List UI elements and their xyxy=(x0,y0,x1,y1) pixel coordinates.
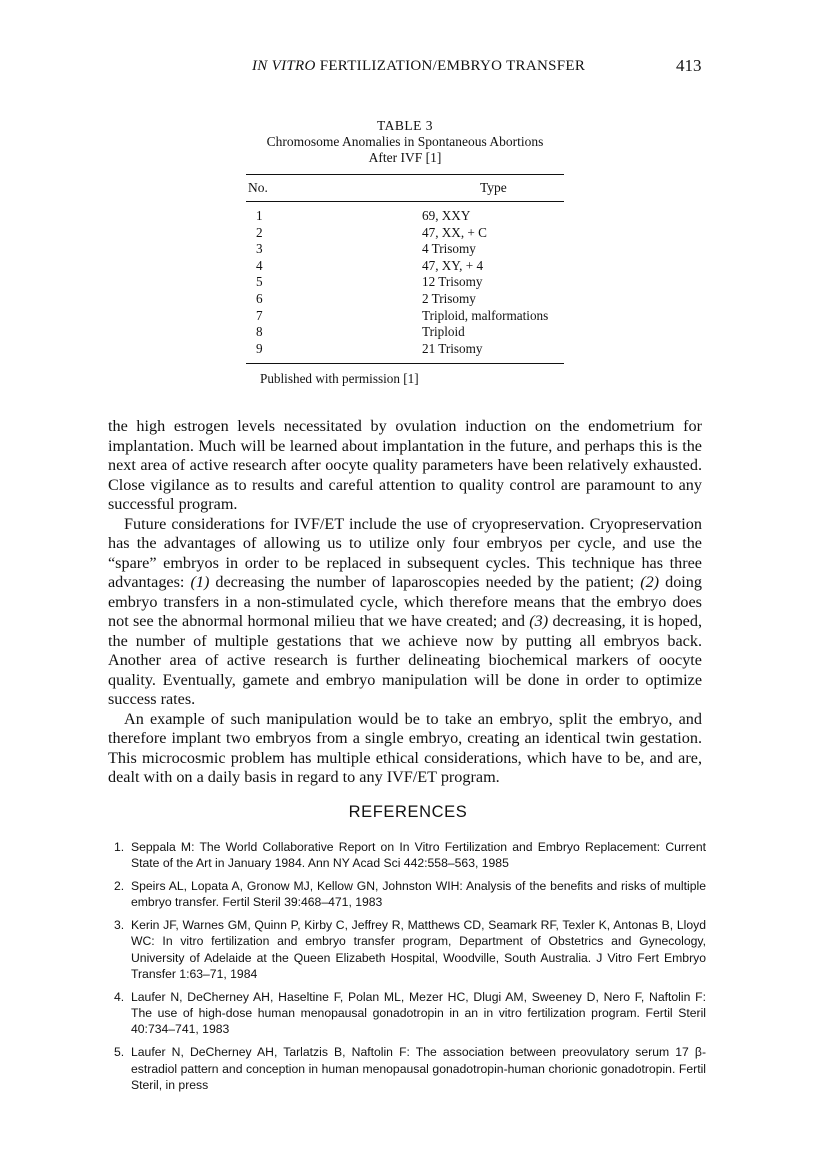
table-caption-line2: After IVF [1] xyxy=(368,150,442,165)
row-no: 6 xyxy=(256,290,263,306)
table-label: TABLE 3 xyxy=(376,118,434,133)
table-row xyxy=(246,274,564,291)
row-type: 47, XY, + 4 xyxy=(422,257,484,273)
table-row xyxy=(246,208,564,225)
table-row xyxy=(246,341,564,358)
row-no: 7 xyxy=(256,307,263,323)
reference-list xyxy=(114,839,706,1100)
row-no: 2 xyxy=(256,224,263,240)
paragraph-1: the high estrogen levels necessitated by ovulation induction on the endometrium for implantation. Much will be learned about implantation in the future, and perhaps this is the next area of active research after oocyte quality parameters have been relatively exhausted. Close vigilance as to results and careful attention to quality control are paramount to any successful program. xyxy=(108,417,702,513)
row-type: 2 Trisomy xyxy=(422,290,476,306)
row-type: 4 Trisomy xyxy=(422,241,476,257)
page-number: 413 xyxy=(676,56,702,75)
reference-number: 2. xyxy=(114,879,125,894)
table-row xyxy=(246,241,564,258)
references-heading: REFERENCES xyxy=(348,803,468,821)
column-header-type: Type xyxy=(480,180,507,195)
reference-number: 1. xyxy=(114,840,125,854)
reference-item xyxy=(114,917,706,982)
table-row xyxy=(246,291,564,308)
table-row xyxy=(246,225,564,242)
table-body xyxy=(246,202,564,363)
row-no: 3 xyxy=(256,241,263,257)
table-bottom-rule xyxy=(246,363,564,364)
reference-item xyxy=(114,989,706,1038)
reference-item xyxy=(114,1044,706,1093)
table-row xyxy=(246,324,564,341)
column-header-no: No. xyxy=(248,180,268,195)
reference-text: Kerin JF, Warnes GM, Quinn P, Kirby C, Jeffrey R, Matthews CD, Seamark RF, Texler K, Antonas B, Lloyd WC: In vitro fertilization and embryo transfer program, Department of Obstetrics and Gynecology, University of Adelaide at the Queen Elizabeth Hospital, Woodville, South Australia. J Vitro Fert Embryo Transfer 1:63–71, 1984 xyxy=(131,918,706,982)
reference-text: Speirs AL, Lopata A, Gronow MJ, Kellow GN, Johnston WIH: Analysis of the benefits and risks of multiple embryo transfer. Fertil Steril 39:468–471, 1983 xyxy=(131,879,706,910)
reference-text: Laufer N, DeCherney AH, Haseltine F, Polan ML, Mezer HC, Dlugi AM, Sweeney D, Nero F, Naftolin F: The use of high-dose human menopausal gonadotropin in an in vitro fertilization program. Fertil Steril 40:734–741, 1983 xyxy=(131,989,706,1037)
reference-text: Seppala M: The World Collaborative Report on In Vitro Fertilization and Embryo Replacement: Current State of the Art in January 1984. Ann NY Acad Sci 442:558–563, 1985 xyxy=(131,840,706,871)
table-row xyxy=(246,258,564,275)
row-no: 9 xyxy=(256,340,263,356)
paragraph-2-part-a: Future considerations for IVF/ET include the use of cryopreservation. Cryopreservation has the advantages of allowing us to utilize only four embryos per cycle, and use the “spare” embryos in order to be replaced in subsequent cycles. This technique has three advantages: xyxy=(108,514,702,591)
reference-number: 5. xyxy=(114,1045,125,1060)
row-type: Triploid, malformations xyxy=(422,307,549,323)
table-caption-line1: Chromosome Anomalies in Spontaneous Abortions xyxy=(266,134,544,149)
reference-item xyxy=(114,878,706,911)
reference-item xyxy=(114,839,706,872)
row-type: 12 Trisomy xyxy=(422,274,483,290)
table-3 xyxy=(246,118,564,364)
row-no: 8 xyxy=(256,324,263,340)
paragraph-2-part-d: decreasing, it is hoped, the number of multiple gestations that we achieve now by putting all embryos back. Another area of active research is further delineating biochemical markers of oocyte quality. Eventually, gamete and embryo manipulation will be done in order to optimize success rates. xyxy=(108,612,702,708)
running-header xyxy=(0,58,816,80)
row-no: 1 xyxy=(256,208,263,223)
reference-number: 4. xyxy=(114,989,125,1004)
reference-text: Laufer N, DeCherney AH, Tarlatzis B, Naftolin F: The association between preovulatory serum 17 β-estradiol pattern and conception in human menopausal gonadotropin-human chorionic gonadotropin. Fertil Steril, in press xyxy=(131,1045,706,1092)
row-type: 69, XXY xyxy=(422,208,471,223)
row-no: 5 xyxy=(256,274,263,290)
row-type: Triploid xyxy=(422,324,465,340)
paragraph-2 xyxy=(108,515,702,710)
paragraph-2-part-b: decreasing the number of laparoscopies needed by the patient; xyxy=(209,573,641,591)
list-marker-2: (2) xyxy=(640,573,660,591)
paragraph-2-part-c: doing embryo transfers in a non-stimulated cycle, which therefore means that the embryo does not see the abnormal hormonal milieu that we have created; and xyxy=(108,573,702,630)
table-header-row xyxy=(246,175,564,201)
running-title-rest: FERTILIZATION/EMBRYO TRANSFER xyxy=(315,58,586,74)
running-title xyxy=(252,58,585,75)
row-type: 47, XX, + C xyxy=(422,224,487,240)
running-title-italic: IN VITRO xyxy=(252,58,316,74)
row-type: 21 Trisomy xyxy=(422,340,483,356)
row-no: 4 xyxy=(256,257,263,273)
list-marker-1: (1) xyxy=(190,573,210,591)
table-note: Published with permission [1] xyxy=(260,371,419,386)
table-row xyxy=(246,308,564,325)
paragraph-3: An example of such manipulation would be to take an embryo, split the embryo, and therefore implant two embryos from a single embryo, creating an identical twin gestation. This microcosmic problem has multiple ethical considerations, which have to be, and are, dealt with on a daily basis in regard to any IVF/ET program. xyxy=(108,709,702,786)
reference-number: 3. xyxy=(114,918,125,933)
body-text xyxy=(108,417,702,788)
list-marker-3: (3) xyxy=(529,612,549,630)
